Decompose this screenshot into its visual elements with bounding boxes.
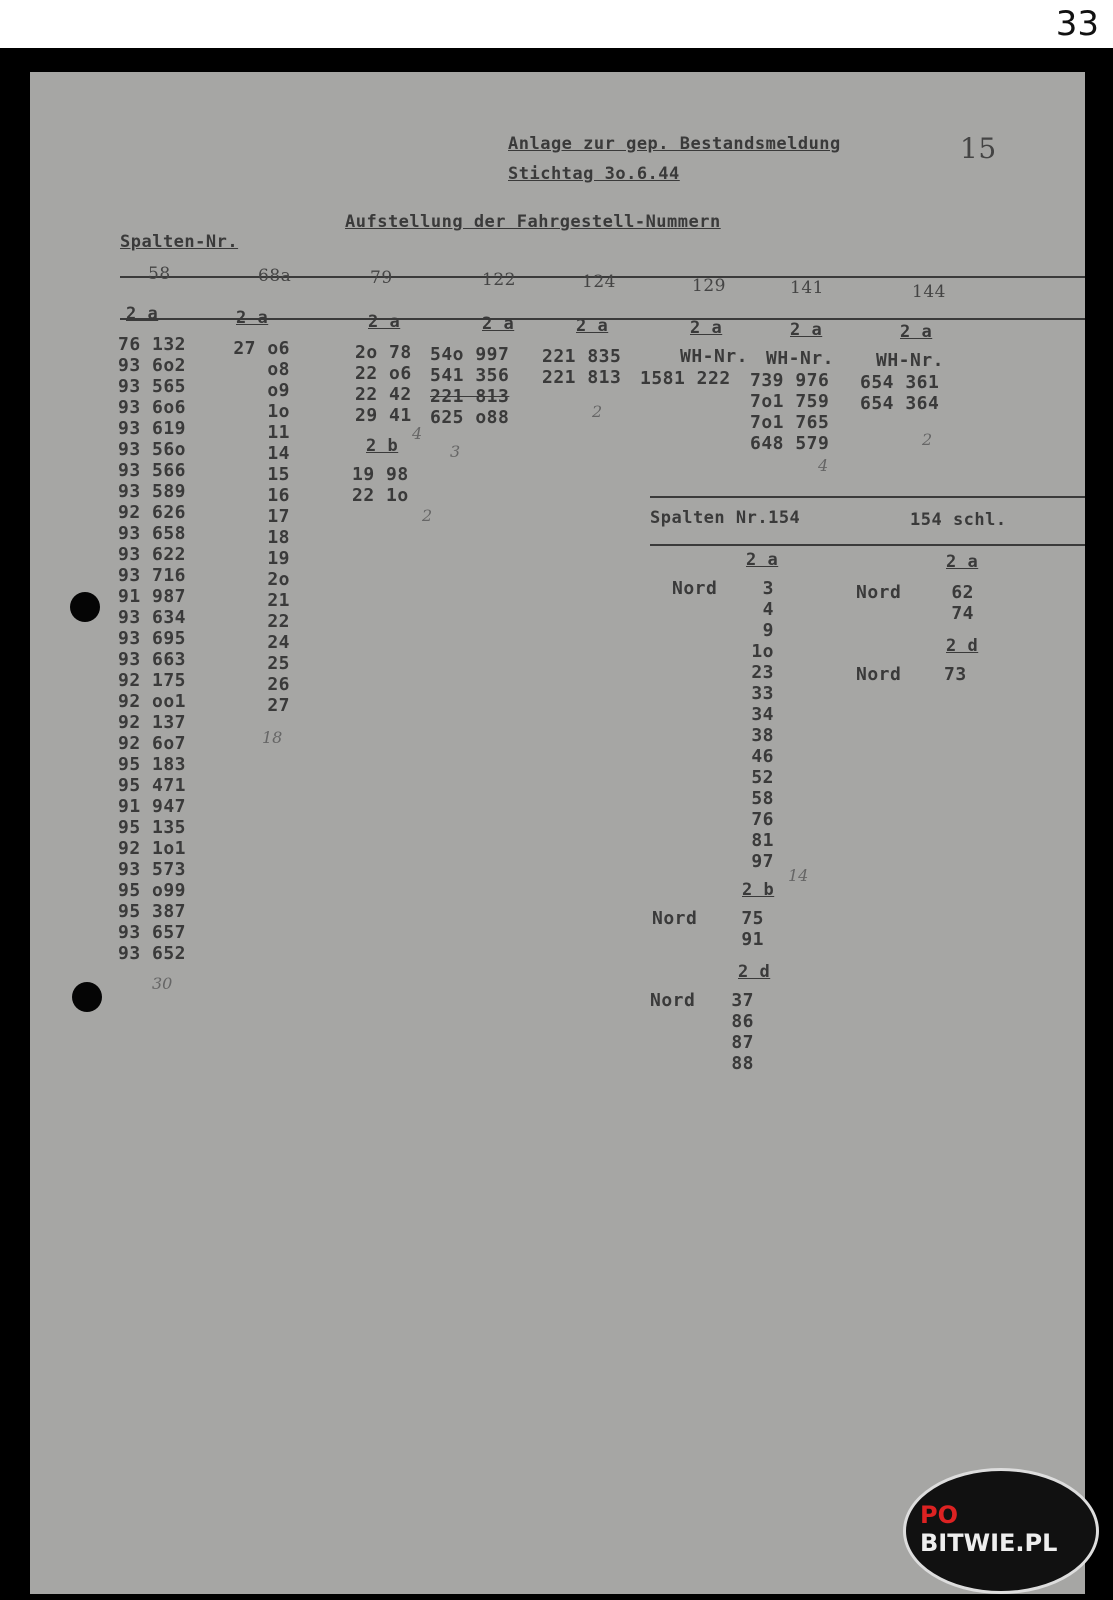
list-item: 4 (762, 599, 774, 620)
list-item: 22 o6 (355, 363, 412, 384)
list-item: 16 (267, 485, 290, 506)
list-item: 93 566 (118, 460, 187, 481)
list-item: 1o (751, 641, 774, 662)
column-58-list (118, 334, 186, 964)
list-item: 625 o88 (430, 407, 510, 428)
logo-text-po: PO (920, 1501, 958, 1529)
header-line-2: Stichtag 3o.6.44 (508, 164, 680, 184)
top-margin (0, 0, 1113, 48)
list-item: 1o (267, 401, 290, 422)
list-item: 22 (267, 611, 290, 632)
list-item: 38 (751, 725, 774, 746)
list-item: 18 (267, 527, 290, 548)
column-79-list-2a (355, 342, 412, 426)
column-header: 144 (912, 282, 946, 302)
list-item: 27 o6 (233, 338, 290, 359)
list-item: 74 (951, 603, 974, 624)
scan-page-number: 33 (1055, 4, 1099, 44)
list-item: 2o (267, 569, 290, 590)
list-item: 87 (731, 1032, 754, 1053)
list-item: 7o1 759 (750, 391, 830, 412)
sheet-number: 15 (960, 132, 997, 165)
list-item: 95 183 (118, 754, 187, 775)
list-item: 22 1o (352, 485, 409, 506)
wh-nr-label: WH-Nr. (876, 350, 945, 371)
list-item: 648 579 (750, 433, 830, 454)
list-item: 46 (751, 746, 774, 767)
section-rule (650, 496, 1085, 498)
nord-label: Nord (672, 578, 718, 599)
column-122-list (430, 344, 509, 428)
list-item: 93 56o (118, 439, 187, 460)
list-item: 19 98 (352, 464, 409, 485)
list-item: 93 716 (118, 565, 187, 586)
pencil-count: 2 (592, 402, 603, 421)
list-item: 19 (267, 548, 290, 569)
column-header: 68a (258, 266, 292, 286)
column-header: 129 (692, 276, 726, 296)
list-item: 3 (762, 578, 774, 599)
group-label: 2 a (576, 316, 609, 336)
list-item: 221 835 (542, 346, 622, 367)
list-item: 33 (751, 683, 774, 704)
list-item: 91 947 (118, 796, 187, 817)
list-item: 93 634 (118, 607, 187, 628)
pencil-count: 4 (818, 456, 829, 475)
section-154-list-2d (710, 990, 754, 1074)
list-item: 93 573 (118, 859, 187, 880)
column-141-list (750, 370, 829, 454)
punch-hole (70, 592, 100, 622)
group-label: 2 a (482, 314, 515, 334)
list-item: 21 (267, 590, 290, 611)
list-item: 93 565 (118, 376, 187, 397)
pencil-count: 3 (450, 442, 461, 461)
group-label: 2 a (790, 320, 823, 340)
list-item: 93 652 (118, 943, 187, 964)
column-header: 124 (582, 272, 616, 292)
section-154-label: Spalten Nr.154 (650, 508, 801, 528)
list-item: 95 135 (118, 817, 187, 838)
list-item: 739 976 (750, 370, 830, 391)
list-item: 93 657 (118, 922, 187, 943)
list-item: 62 (951, 582, 974, 603)
list-item: 654 361 (860, 372, 940, 393)
column-header: 58 (148, 264, 171, 284)
list-item: 93 658 (118, 523, 187, 544)
list-item: 91 987 (118, 586, 187, 607)
list-item: 34 (751, 704, 774, 725)
list-item: 92 oo1 (118, 691, 187, 712)
list-item: 37 (731, 990, 754, 1011)
list-item: 54o 997 (430, 344, 510, 365)
column-header: 79 (370, 268, 393, 288)
list-item: 2o 78 (355, 342, 412, 363)
section-154-schl-label: 154 schl. (910, 510, 1007, 530)
wh-nr-label: WH-Nr. (766, 348, 835, 369)
logo-text-bitwie: BITWIE.PL (920, 1529, 1058, 1557)
header-line-1: Anlage zur gep. Bestandsmeldung (508, 134, 841, 154)
list-item: 76 (751, 809, 774, 830)
group-label: 2 a (368, 312, 401, 332)
pencil-count: 30 (152, 974, 173, 993)
group-label: 2 b (366, 436, 399, 456)
pencil-count: 18 (262, 728, 283, 747)
nord-label: Nord (856, 664, 902, 685)
pencil-count: 4 (412, 424, 423, 443)
list-item: 93 622 (118, 544, 187, 565)
group-label: 2 a (746, 550, 779, 570)
list-item: 97 (751, 851, 774, 872)
section-rule (650, 544, 1085, 546)
spalten-label: Spalten-Nr. (120, 232, 239, 252)
list-item: 29 41 (355, 405, 412, 426)
list-item: 25 (267, 653, 290, 674)
pencil-count: 14 (788, 866, 809, 885)
list-item: 15 (267, 464, 290, 485)
nord-label: Nord (856, 582, 902, 603)
list-item: 92 137 (118, 712, 187, 733)
list-item: 58 (751, 788, 774, 809)
group-label: 2 d (738, 962, 771, 982)
list-item: 93 695 (118, 628, 187, 649)
list-item: 88 (731, 1053, 754, 1074)
list-item: 95 o99 (118, 880, 187, 901)
list-item: 541 356 (430, 365, 510, 386)
list-item: 75 (741, 908, 764, 929)
list-item: 91 (741, 929, 764, 950)
list-item: 93 663 (118, 649, 187, 670)
column-79-list-2b (352, 464, 409, 506)
list-item: 93 6o2 (118, 355, 187, 376)
list-item: 23 (751, 662, 774, 683)
list-item: 92 175 (118, 670, 187, 691)
list-item: o8 (267, 359, 290, 380)
document-sheet (30, 72, 1085, 1594)
list-item: 1581 222 (640, 368, 731, 389)
group-label: 2 d (946, 636, 979, 656)
watermark-logo (903, 1468, 1099, 1594)
list-item: 93 6o6 (118, 397, 187, 418)
group-label: 2 a (690, 318, 723, 338)
section-154-list-2b (720, 908, 764, 950)
list-item: o9 (267, 380, 290, 401)
list-item: 11 (267, 422, 290, 443)
list-item-struck: 221 813 (430, 386, 510, 407)
list-item: 9 (762, 620, 774, 641)
list-item: 92 1o1 (118, 838, 187, 859)
list-item: 654 364 (860, 393, 940, 414)
group-label: 2 a (236, 308, 269, 328)
column-header: 122 (482, 270, 516, 290)
list-item: 93 589 (118, 481, 187, 502)
list-item: 7o1 765 (750, 412, 830, 433)
section-154-list-2a (730, 578, 774, 872)
nord-label: Nord (650, 990, 696, 1011)
list-item: 93 619 (118, 418, 187, 439)
list-item: 76 132 (118, 334, 187, 355)
list-item: 92 6o7 (118, 733, 187, 754)
list-item: 221 813 (542, 367, 622, 388)
column-144-list (860, 372, 939, 414)
list-item: 95 471 (118, 775, 187, 796)
wh-nr-label: WH-Nr. (680, 346, 749, 367)
pencil-count: 2 (922, 430, 933, 449)
list-item: 26 (267, 674, 290, 695)
list-item: 81 (751, 830, 774, 851)
column-header: 141 (790, 278, 824, 298)
list-item: 24 (267, 632, 290, 653)
column-124-list (542, 346, 621, 388)
list-item: 14 (267, 443, 290, 464)
list-item: 22 42 (355, 384, 412, 405)
list-item: 27 (267, 695, 290, 716)
list-item: 17 (267, 506, 290, 527)
group-label: 2 a (126, 304, 159, 324)
punch-hole (72, 982, 102, 1012)
nord-label: Nord (652, 908, 698, 929)
group-label: 2 a (946, 552, 979, 572)
section-154-schl-list-2a (930, 582, 974, 624)
group-label: 2 a (900, 322, 933, 342)
group-label: 2 b (742, 880, 775, 900)
list-item: 95 387 (118, 901, 187, 922)
column-68a-list (230, 338, 290, 716)
list-item: 92 626 (118, 502, 187, 523)
list-item: 73 (944, 664, 967, 685)
pencil-count: 2 (422, 506, 433, 525)
list-item: 86 (731, 1011, 754, 1032)
document-title: Aufstellung der Fahrgestell-Nummern (345, 212, 721, 232)
list-item: 52 (751, 767, 774, 788)
